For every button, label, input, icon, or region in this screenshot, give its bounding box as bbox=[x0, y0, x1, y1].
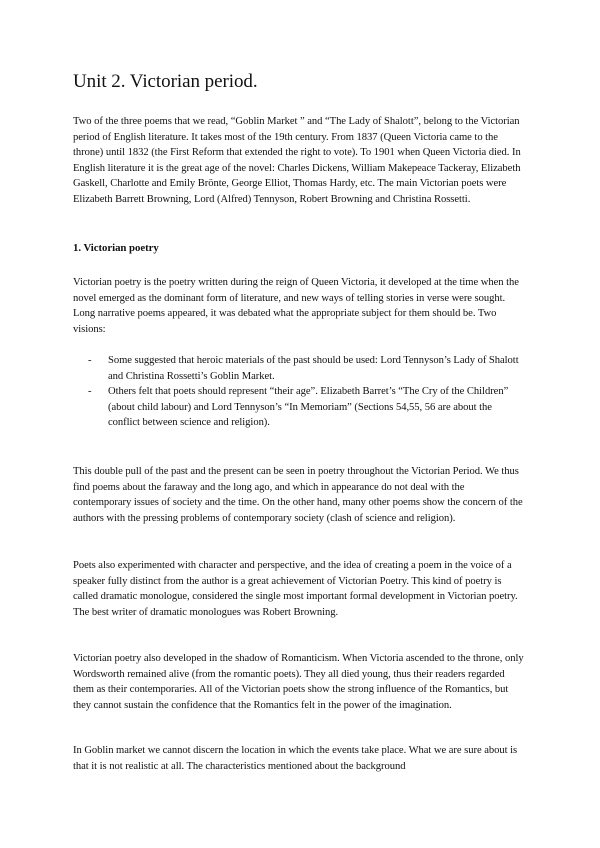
list-bullet: - bbox=[88, 355, 92, 366]
body-paragraph-2: This double pull of the past and the present can be seen in poetry throughout the Victorian Period. We thus find poems about the faraway and the long ago, and which in appearance do not deal with the contemporary issues of society and the time. On the other hand, many other poems show the concern of the authors with the pressing problems of contemporary society (clash of science and religion). bbox=[73, 466, 523, 524]
list-item bbox=[73, 353, 525, 384]
body-paragraph-5: In Goblin market we cannot discern the location in which the events take place. What we are sure about is that it is not realistic at all. The characteristics mentioned about the background bbox=[73, 745, 518, 772]
list-item bbox=[73, 384, 525, 431]
body-paragraph-1: Victorian poetry is the poetry written during the reign of Queen Victoria, it developed at the time when the novel emerged as the dominant form of literature, and new ways of telling stories in verse were sought. Long narrative poems appeared, it was debated what the appropriate subject for them should be. Two visions: bbox=[73, 277, 519, 335]
list-item-text: Others felt that poets should represent “their age”. Elizabeth Barret’s “The Cry of the Children” (about child labour) and Lord Tennyson’s “In Memoriam” (Sections 54,55, 56 are about the conflict between science and religion). bbox=[108, 386, 509, 429]
section-heading: 1. Victorian poetry bbox=[73, 242, 159, 254]
body-paragraph-4: Victorian poetry also developed in the shadow of Romanticism. When Victoria ascended to the throne, only Wordsworth remained alive (from the romantic poets). They all died young, thus their readers regarded them as their contemporaries. All of the Victorian poets show the strong influence of the Romantics, but they cannot sustain the confidence that the Romantics felt in the power of the imagination. bbox=[73, 653, 524, 711]
visions-list bbox=[73, 353, 525, 431]
page-title: Unit 2. Victorian period. bbox=[73, 71, 258, 92]
list-bullet: - bbox=[88, 386, 92, 398]
body-paragraph-3: Poets also experimented with character and perspective, and the idea of creating a poem in the voice of a speaker fully distinct from the author is a great achievement of Victorian Poetry. This kind of poetry is called dramatic monologue, considered the single most important formal development in Victorian poetry. The best writer of dramatic monologues was Robert Browning. bbox=[73, 560, 518, 618]
intro-paragraph: Two of the three poems that we read, “Goblin Market ” and “The Lady of Shalott”, belong to the Victorian period of English literature. It takes most of the 19th century. From 1837 (Queen Victoria came to the throne) until 1832 (the First Reform that extended the right to vote). To 1901 when Queen Victoria died. In English literature it is the great age of the novel: Charles Dickens, William Makepeace Tackeray, Elizabeth Gaskell, Charlotte and Emily Brönte, George Elliot, Thomas Hardy, etc. The main Victorian poets were Elizabeth Barrett Browning, Lord (Alfred) Tennyson, Robert Browning and Christina Rossetti. bbox=[73, 116, 521, 205]
list-item-text: Some suggested that heroic materials of the past should be used: Lord Tennyson’s Lady of Shalott and Christina Rossetti’s Goblin Market. bbox=[108, 355, 519, 382]
